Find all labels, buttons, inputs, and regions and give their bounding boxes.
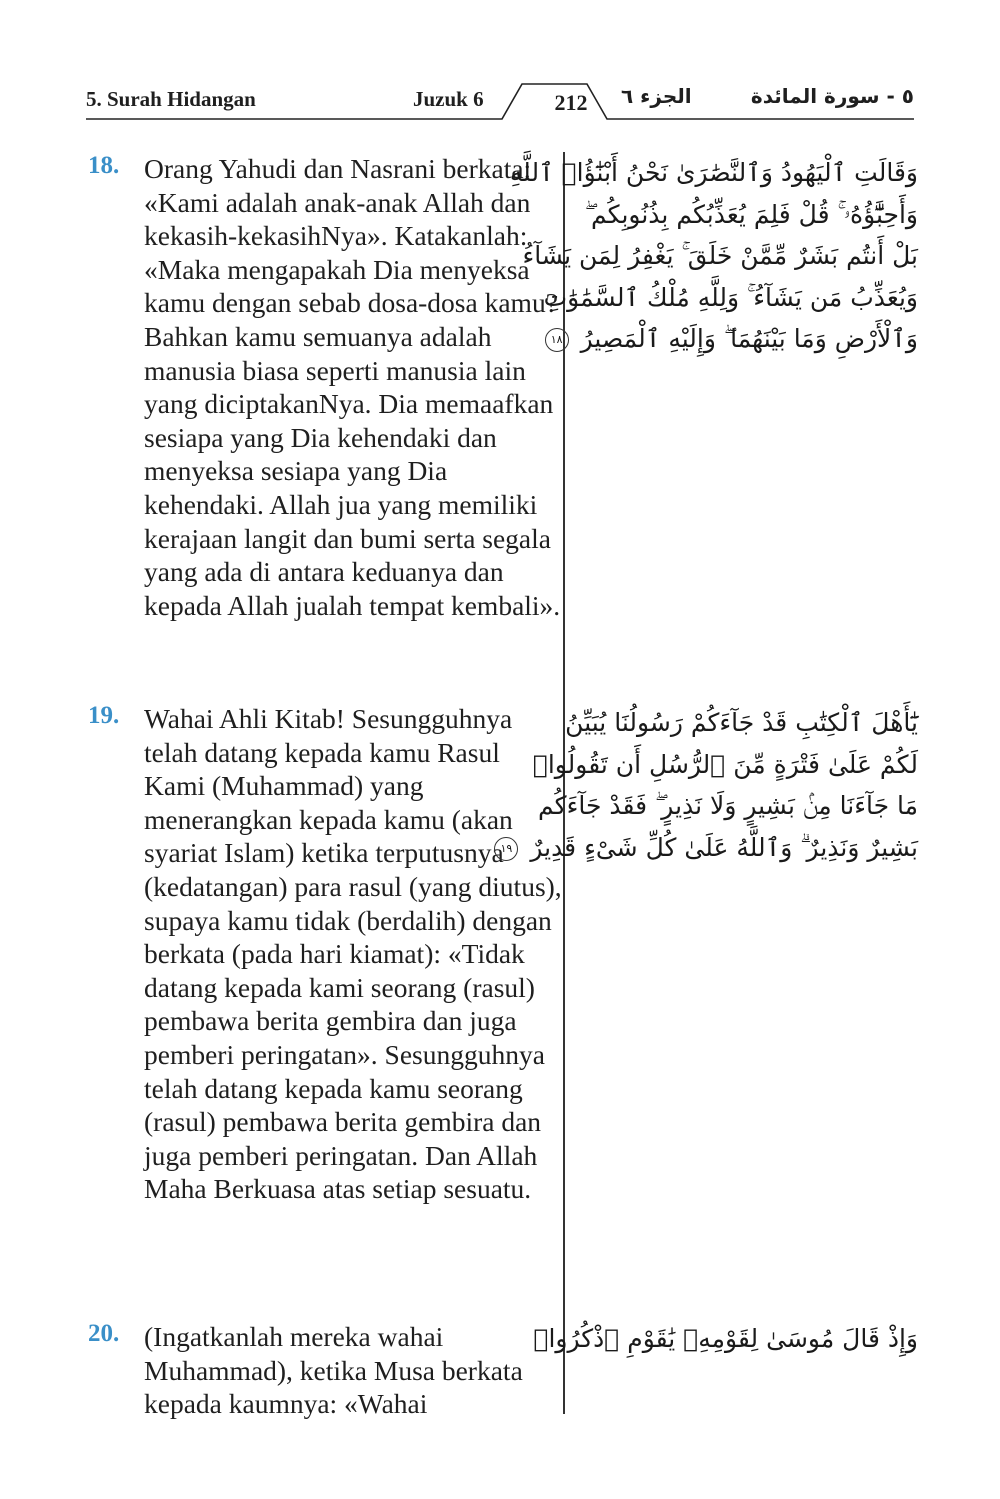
arabic-line: بَشِيرٌ وَنَذِيرٌ ۗ وَٱللَّهُ عَلَىٰ كُلِّ شَىْءٍ قَدِيرٌ xyxy=(530,832,918,862)
page-header xyxy=(86,76,914,122)
arabic-line: لَكُمْ عَلَىٰ فَتْرَةٍ مِّنَ ٱلرُّسُلِ أَن تَقُولُوا۟ xyxy=(532,749,918,779)
arabic-line: وَٱلْأَرْضِ وَمَا بَيْنَهُمَا ۖ وَإِلَيْهِ ٱلْمَصِيرُ xyxy=(580,324,918,353)
surah-arabic: ٥ - سورة المائدة xyxy=(750,84,914,108)
surah-title: 5. Surah Hidangan xyxy=(86,87,256,111)
arabic-line: وَإِذْ قَالَ مُوسَىٰ لِقَوْمِهِۦ يَٰقَوْمِ ٱذْكُرُوا۟ xyxy=(533,1324,918,1353)
juzuk-label: Juzuk 6 xyxy=(413,87,484,111)
verse-translation: Wahai Ahli Kitab! Sesungguhnya telah datang kepada kamu Rasul Kami (Muhammad) yang menerangkan kepada kamu (akan syariat Islam) ketika terputusnya (kedatangan) para rasul (yang diutus), supaya kamu tidak (berdalih) dengan berkata (pada hari kiamat): «Tidak datang kepada kami seorang (rasul) pembawa berita gembira dan juga pemberi peringatan». Sesungguhnya telah datang kepada kamu seorang (rasul) pembawa berita gembira dan juga pemberi peringatan. Dan Allah Maha Berkuasa atas setiap sesuatu. xyxy=(144,703,562,1205)
verse-number: 20. xyxy=(88,1320,120,1347)
arabic-line: وَأَحِبَّٰٓؤُهُۥ ۚ قُلْ فَلِمَ يُعَذِّبُكُم بِذُنُوبِكُم ۖ xyxy=(584,199,918,229)
arabic-verse-18 xyxy=(509,152,918,360)
arabic-verse-19 xyxy=(500,702,918,868)
arabic-line: مَا جَآءَنَا مِنۢ بَشِيرٍ وَلَا نَذِيرٍ ۖ فَقَدْ جَآءَكُم xyxy=(538,791,918,820)
ayah-end-marker: ١٩ xyxy=(494,837,518,861)
arabic-verse-20 xyxy=(533,1318,918,1360)
arabic-line: يَٰٓأَهْلَ ٱلْكِتَٰبِ قَدْ جَآءَكُمْ رَسُولُنَا يُبَيِّنُ xyxy=(565,708,918,737)
verse-translation: (Ingatkanlah mereka wahai Muhammad), ketika Musa berkata kepada kaumnya: «Wahai xyxy=(144,1321,523,1420)
verse-translation: Orang Yahudi dan Nasrani berkata: «Kami adalah anak-anak Allah dan kekasih-kekasihNya». Katakanlah: «Maka mengapakah Dia menyeksa kamu dengan sebab dosa-dosa kamu? Bahkan kamu semuanya adalah manusia biasa seperti manusia lain yang diciptakanNya. Dia memaafkan sesiapa yang Dia kehendaki dan menyeksa sesiapa yang Dia kehendaki. Allah jua yang memiliki kerajaan langit dan bumi serta segala yang ada di antara keduanya dan kepada Allah jualah tempat kembali». xyxy=(144,153,561,621)
arabic-line: وَقَالَتِ ٱلْيَهُودُ وَٱلنَّصَٰرَىٰ نَحْنُ أَبْنَٰٓؤُا۟ ٱللَّهِ xyxy=(509,158,918,187)
arabic-line: وَيُعَذِّبُ مَن يَشَآءُ ۚ وَلِلَّهِ مُلْكُ ٱلسَّمَٰوَٰتِ xyxy=(543,282,918,312)
page-number: 212 xyxy=(554,90,588,115)
arabic-line: بَلْ أَنتُم بَشَرٌ مِّمَّنْ خَلَقَ ۚ يَغْفِرُ لِمَن يَشَآءُ xyxy=(522,241,918,270)
arabic-line-last xyxy=(500,827,918,869)
verse-number: 19. xyxy=(88,702,120,729)
juz-arabic: الجزء ٦ xyxy=(621,84,692,108)
ayah-end-marker: ١٨ xyxy=(545,328,569,352)
verse-number: 18. xyxy=(88,152,120,179)
arabic-line-last xyxy=(550,318,918,360)
